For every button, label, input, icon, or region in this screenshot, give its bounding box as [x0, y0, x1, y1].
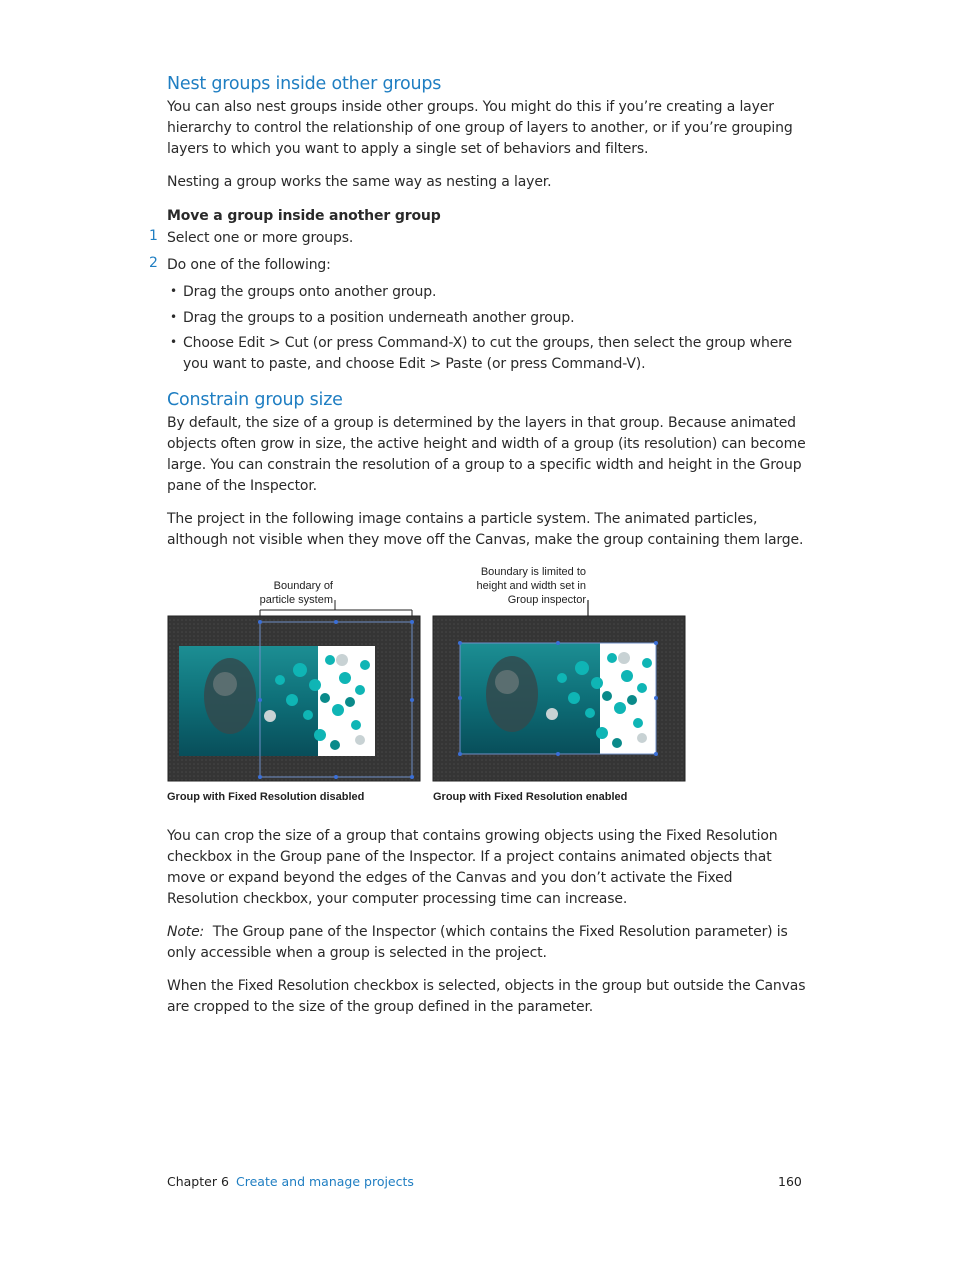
note-text: The Group pane of the Inspector (which contains the Fixed Resolution parameter) is only accessible when a group is selected in the project.	[167, 924, 788, 961]
paragraph-constrain-1: By default, the size of a group is determined by the layers in that group. Because animated objects often grow in size, the active height and width of a group (its resolution) can become large. You can constrain the resolution of a group to a specific width and height in the Group pane of the Inspector.	[167, 415, 806, 494]
section-heading-constrain: Constrain group size	[167, 390, 343, 410]
footer-page-number: 160	[778, 1174, 802, 1189]
step-number-2: 2	[149, 255, 158, 271]
step-text-2: Do one of the following:	[167, 257, 331, 273]
paragraph-nest-note: Nesting a group works the same way as nesting a layer.	[167, 174, 552, 190]
canvas-left	[168, 616, 420, 781]
note-label: Note:	[167, 924, 205, 940]
paragraph-constrain-2: The project in the following image contains a particle system. The animated particles, although not visible when they move off the Canvas, make the group containing them large.	[167, 511, 804, 548]
canvas-right	[433, 616, 685, 781]
callout-left-line2: particle system	[259, 594, 333, 606]
bullet-item-3: Choose Edit > Cut (or press Command-X) to cut the groups, then select the group where you want to paste, and choose Edit > Paste (or press Command-V).	[183, 335, 792, 372]
step-text-1: Select one or more groups.	[167, 230, 354, 246]
callout-right-line1: Boundary is limited to	[480, 566, 586, 578]
bullet-marker: •	[170, 284, 178, 298]
step-number-1: 1	[149, 228, 158, 244]
task-title: Move a group inside another group	[167, 208, 441, 224]
callout-right-line3: Group inspector	[507, 594, 586, 606]
paragraph-nest-intro: You can also nest groups inside other groups. You might do this if you’re creating a layer hierarchy to control the relationship of one group of layers to another, or if you’re grouping layers to which you want to apply a single set of behaviors and filters.	[167, 99, 793, 157]
bullet-marker: •	[170, 335, 178, 349]
paragraph-note	[167, 922, 807, 964]
paragraph-constrain-4: When the Fixed Resolution checkbox is selected, objects in the group but outside the Canvas are cropped to the size of the group defined in the parameter.	[167, 978, 806, 1015]
callout-bracket-left	[260, 600, 412, 618]
paragraph-constrain-3: You can crop the size of a group that contains growing objects using the Fixed Resolution checkbox in the Group pane of the Inspector. If a project contains animated objects that move or expand beyond the edges of the Canvas and you don’t activate the Fixed Resolution checkbox, your computer processing time can increase.	[167, 828, 778, 907]
section-heading-nest-groups: Nest groups inside other groups	[167, 74, 442, 94]
figure-illustration	[160, 590, 700, 790]
bullet-item-2: Drag the groups to a position underneath another group.	[183, 310, 575, 326]
callout-right-line2: height and width set in	[476, 580, 586, 592]
figure-caption-left: Group with Fixed Resolution disabled	[167, 791, 365, 803]
bullet-item-1: Drag the groups onto another group.	[183, 284, 437, 300]
bullet-marker: •	[170, 310, 178, 324]
footer-chapter: Chapter 6	[167, 1174, 229, 1189]
callout-left-line1: Boundary of	[273, 580, 333, 592]
footer-chapter-link[interactable]: Create and manage projects	[236, 1174, 414, 1189]
figure-caption-right: Group with Fixed Resolution enabled	[433, 791, 628, 803]
